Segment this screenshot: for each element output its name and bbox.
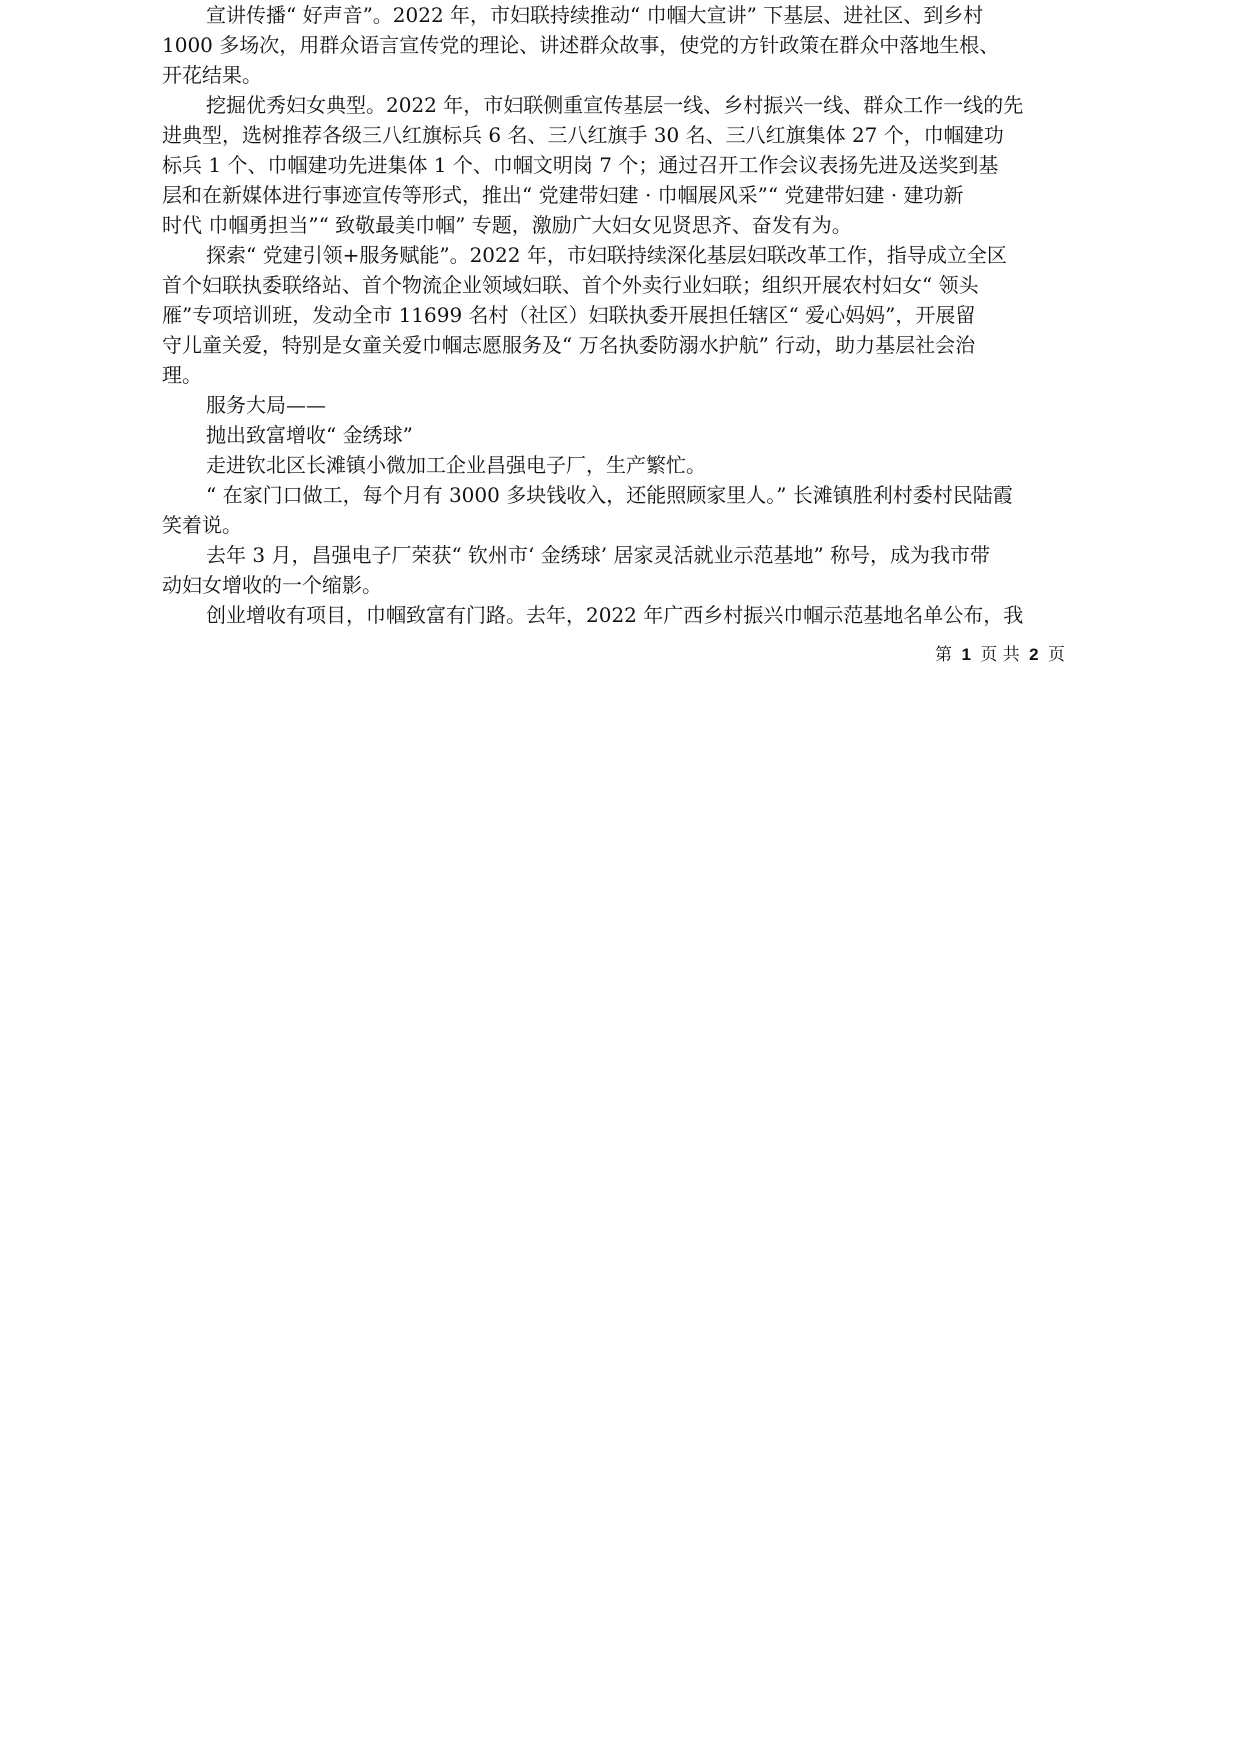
current-page-number: 1 <box>961 645 971 664</box>
footer-prefix: 第 <box>935 645 953 665</box>
text-line: 理。 <box>162 363 202 387</box>
text-line: 进典型，选树推荐各级三八红旗标兵 6 名、三八红旗手 30 名、三八红旗集体 27 个，巾帼建功 <box>162 123 1004 147</box>
text-line: 去年 3 月，昌强电子厂荣获“ 钦州市‘ 金绣球’ 居家灵活就业示范基地” 称号，成为我市带 <box>206 543 991 567</box>
text-line: 守儿童关爱，特别是女童关爱巾帼志愿服务及“ 万名执委防溺水护航” 行动，助力基层社会治 <box>162 333 976 357</box>
text-line: 挖掘优秀妇女典型。2022 年，市妇联侧重宣传基层一线、乡村振兴一线、群众工作一线的先 <box>206 93 1024 117</box>
document-body <box>162 0 1094 630</box>
page-footer <box>935 643 1065 667</box>
text-line: 服务大局—— <box>206 393 326 417</box>
text-line: 动妇女增收的一个缩影。 <box>162 573 382 597</box>
text-line: 雁”专项培训班，发动全市 11699 名村（社区）妇联执委开展担任辖区“ 爱心妈妈”，开展留 <box>162 303 976 327</box>
text-line: 创业增收有项目，巾帼致富有门路。去年，2022 年广西乡村振兴巾帼示范基地名单公布，我 <box>206 603 1024 627</box>
text-line: 笑着说。 <box>162 513 242 537</box>
footer-middle: 页 共 <box>980 645 1020 665</box>
text-line: 抛出致富增收“ 金绣球” <box>206 423 413 447</box>
footer-suffix: 页 <box>1048 645 1065 665</box>
total-page-count: 2 <box>1029 645 1039 664</box>
text-line: 走进钦北区长滩镇小微加工企业昌强电子厂，生产繁忙。 <box>206 453 706 477</box>
text-line: 探索“ 党建引领+服务赋能”。2022 年，市妇联持续深化基层妇联改革工作，指导成立全区 <box>206 243 1007 267</box>
text-line: 时代 巾帼勇担当”“ 致敬最美巾帼” 专题，激励广大妇女见贤思齐、奋发有为。 <box>162 213 852 237</box>
text-line: 开花结果。 <box>162 63 262 87</box>
text-line: 首个妇联执委联络站、首个物流企业领域妇联、首个外卖行业妇联；组织开展农村妇女“ 领头 <box>162 273 979 297</box>
text-line: 宣讲传播“ 好声音”。2022 年，市妇联持续推动“ 巾帼大宣讲” 下基层、进社区、到乡村 <box>206 3 984 27</box>
text-line: “ 在家门口做工，每个月有 3000 多块钱收入，还能照顾家里人。” 长滩镇胜利村委村民陆霞 <box>206 483 1013 507</box>
text-line: 层和在新媒体进行事迹宣传等形式，推出“ 党建带妇建 · 巾帼展风采”“ 党建带妇建 · 建功新 <box>162 183 964 207</box>
text-line: 1000 多场次，用群众语言宣传党的理论、讲述群众故事，使党的方针政策在群众中落地生根、 <box>162 33 1000 57</box>
text-line: 标兵 1 个、巾帼建功先进集体 1 个、巾帼文明岗 7 个；通过召开工作会议表扬先进及送奖到基 <box>162 153 999 177</box>
